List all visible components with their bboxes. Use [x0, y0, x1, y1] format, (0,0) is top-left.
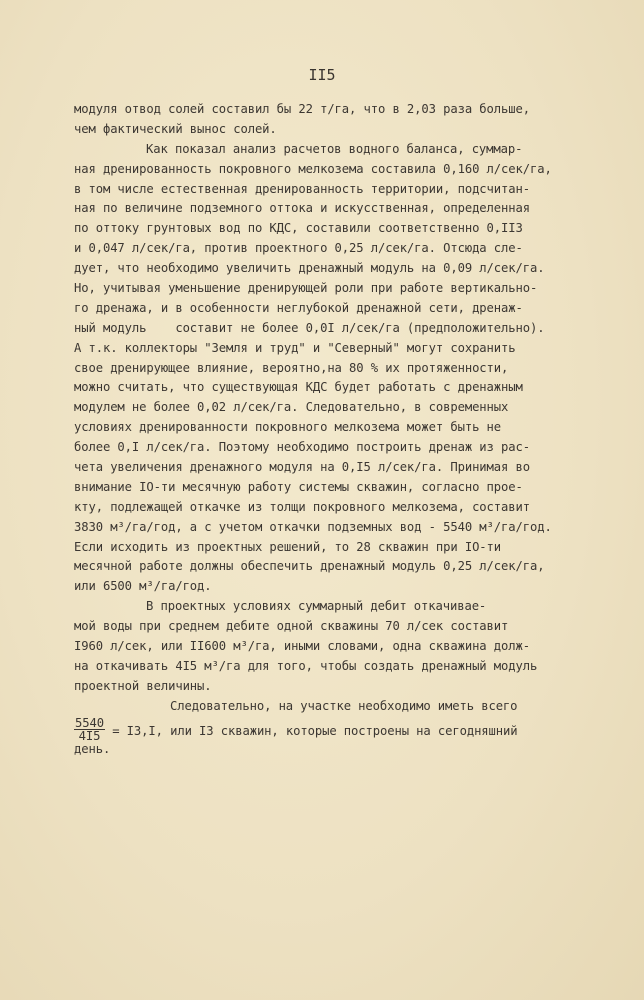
page-number: II5	[308, 66, 336, 84]
text-line: мой воды при среднем дебите одной скважины 70 л/сек составит	[74, 619, 509, 634]
text-line: I960 л/сек, или II600 м³/га, иными словами, одна скважина долж-	[74, 639, 530, 654]
fraction-rest: = I3,I, или I3 скважин, которые построены на сегодняшний	[104, 723, 518, 738]
text-line: модулем не более 0,02 л/сек/га. Следовательно, в современных	[74, 400, 509, 415]
text-line: 3830 м³/га/год, а с учетом откачки подземных вод - 5540 м³/га/год.	[74, 519, 552, 534]
text-line: чем фактический вынос солей.	[74, 121, 277, 136]
text-line: или 6500 м³/га/год.	[74, 579, 212, 594]
text-line: ная по величине подземного оттока и искусственная, определенная	[74, 201, 530, 216]
fraction	[74, 717, 105, 742]
text-line: ный модуль составит не более 0,0I л/сек/га (предположительно).	[74, 320, 545, 335]
text-line: по оттоку грунтовых вод по КДС, составили соответственно 0,II3	[74, 221, 523, 236]
text-line: Но, учитывая уменьшение дренирующей роли при работе вертикально-	[74, 281, 538, 296]
text-line: кту, подлежащей откачке из толщи покровного мелкозема, составит	[74, 499, 530, 514]
text-line: ная дренированность покровного мелкозема составила 0,160 л/сек/га,	[74, 161, 552, 176]
fraction-numerator: 5540	[75, 715, 104, 730]
text-line: дует, что необходимо увеличить дренажный модуль на 0,09 л/сек/га.	[74, 261, 545, 276]
text-line: чета увеличения дренажного модуля на 0,I5 л/сек/га. Принимая во	[74, 460, 530, 475]
text-line: проектной величины.	[74, 678, 212, 693]
text-line: на откачивать 4I5 м³/га для того, чтобы создать дренажный модуль	[74, 658, 538, 673]
text-line: и 0,047 л/сек/га, против проектного 0,25 л/сек/га. Отсюда сле-	[74, 241, 523, 256]
text-line: Как показал анализ расчетов водного баланса, суммар-	[146, 141, 523, 156]
fraction-line	[74, 715, 594, 743]
text-line: свое дренирующее влияние, вероятно,на 80 % их протяженности,	[74, 360, 509, 375]
text-line: модуля отвод солей составил бы 22 т/га, что в 2,03 раза больше,	[74, 102, 530, 116]
text-line: месячной работе должны обеспечить дренажный модуль 0,25 л/сек/га,	[74, 559, 545, 574]
text-line: В проектных условиях суммарный дебит откачивае-	[146, 599, 487, 614]
text-line-last: день.	[74, 741, 111, 756]
fraction-denominator: 4I5	[78, 728, 101, 743]
text-line: условиях дренированности покровного мелкозема может быть не	[74, 420, 502, 435]
text-line: внимание IO-ти месячную работу системы скважин, согласно прое-	[74, 479, 523, 494]
text-line: Если исходить из проектных решений, то 28 скважин при IO-ти	[74, 539, 502, 554]
text-line: более 0,I л/сек/га. Поэтому необходимо построить дренаж из рас-	[74, 440, 530, 455]
text-line: в том числе естественная дренированность территории, подсчитан-	[74, 181, 530, 196]
body-text	[74, 100, 594, 760]
text-line: Следовательно, на участке необходимо иметь всего	[170, 698, 518, 713]
text-line: можно считать, что существующая КДС будет работать с дренажным	[74, 380, 523, 395]
text-line: А т.к. коллекторы "Земля и труд" и "Северный" могут сохранить	[74, 340, 516, 355]
text-line: го дренажа, и в особенности неглубокой дренажной сети, дренаж-	[74, 300, 523, 315]
